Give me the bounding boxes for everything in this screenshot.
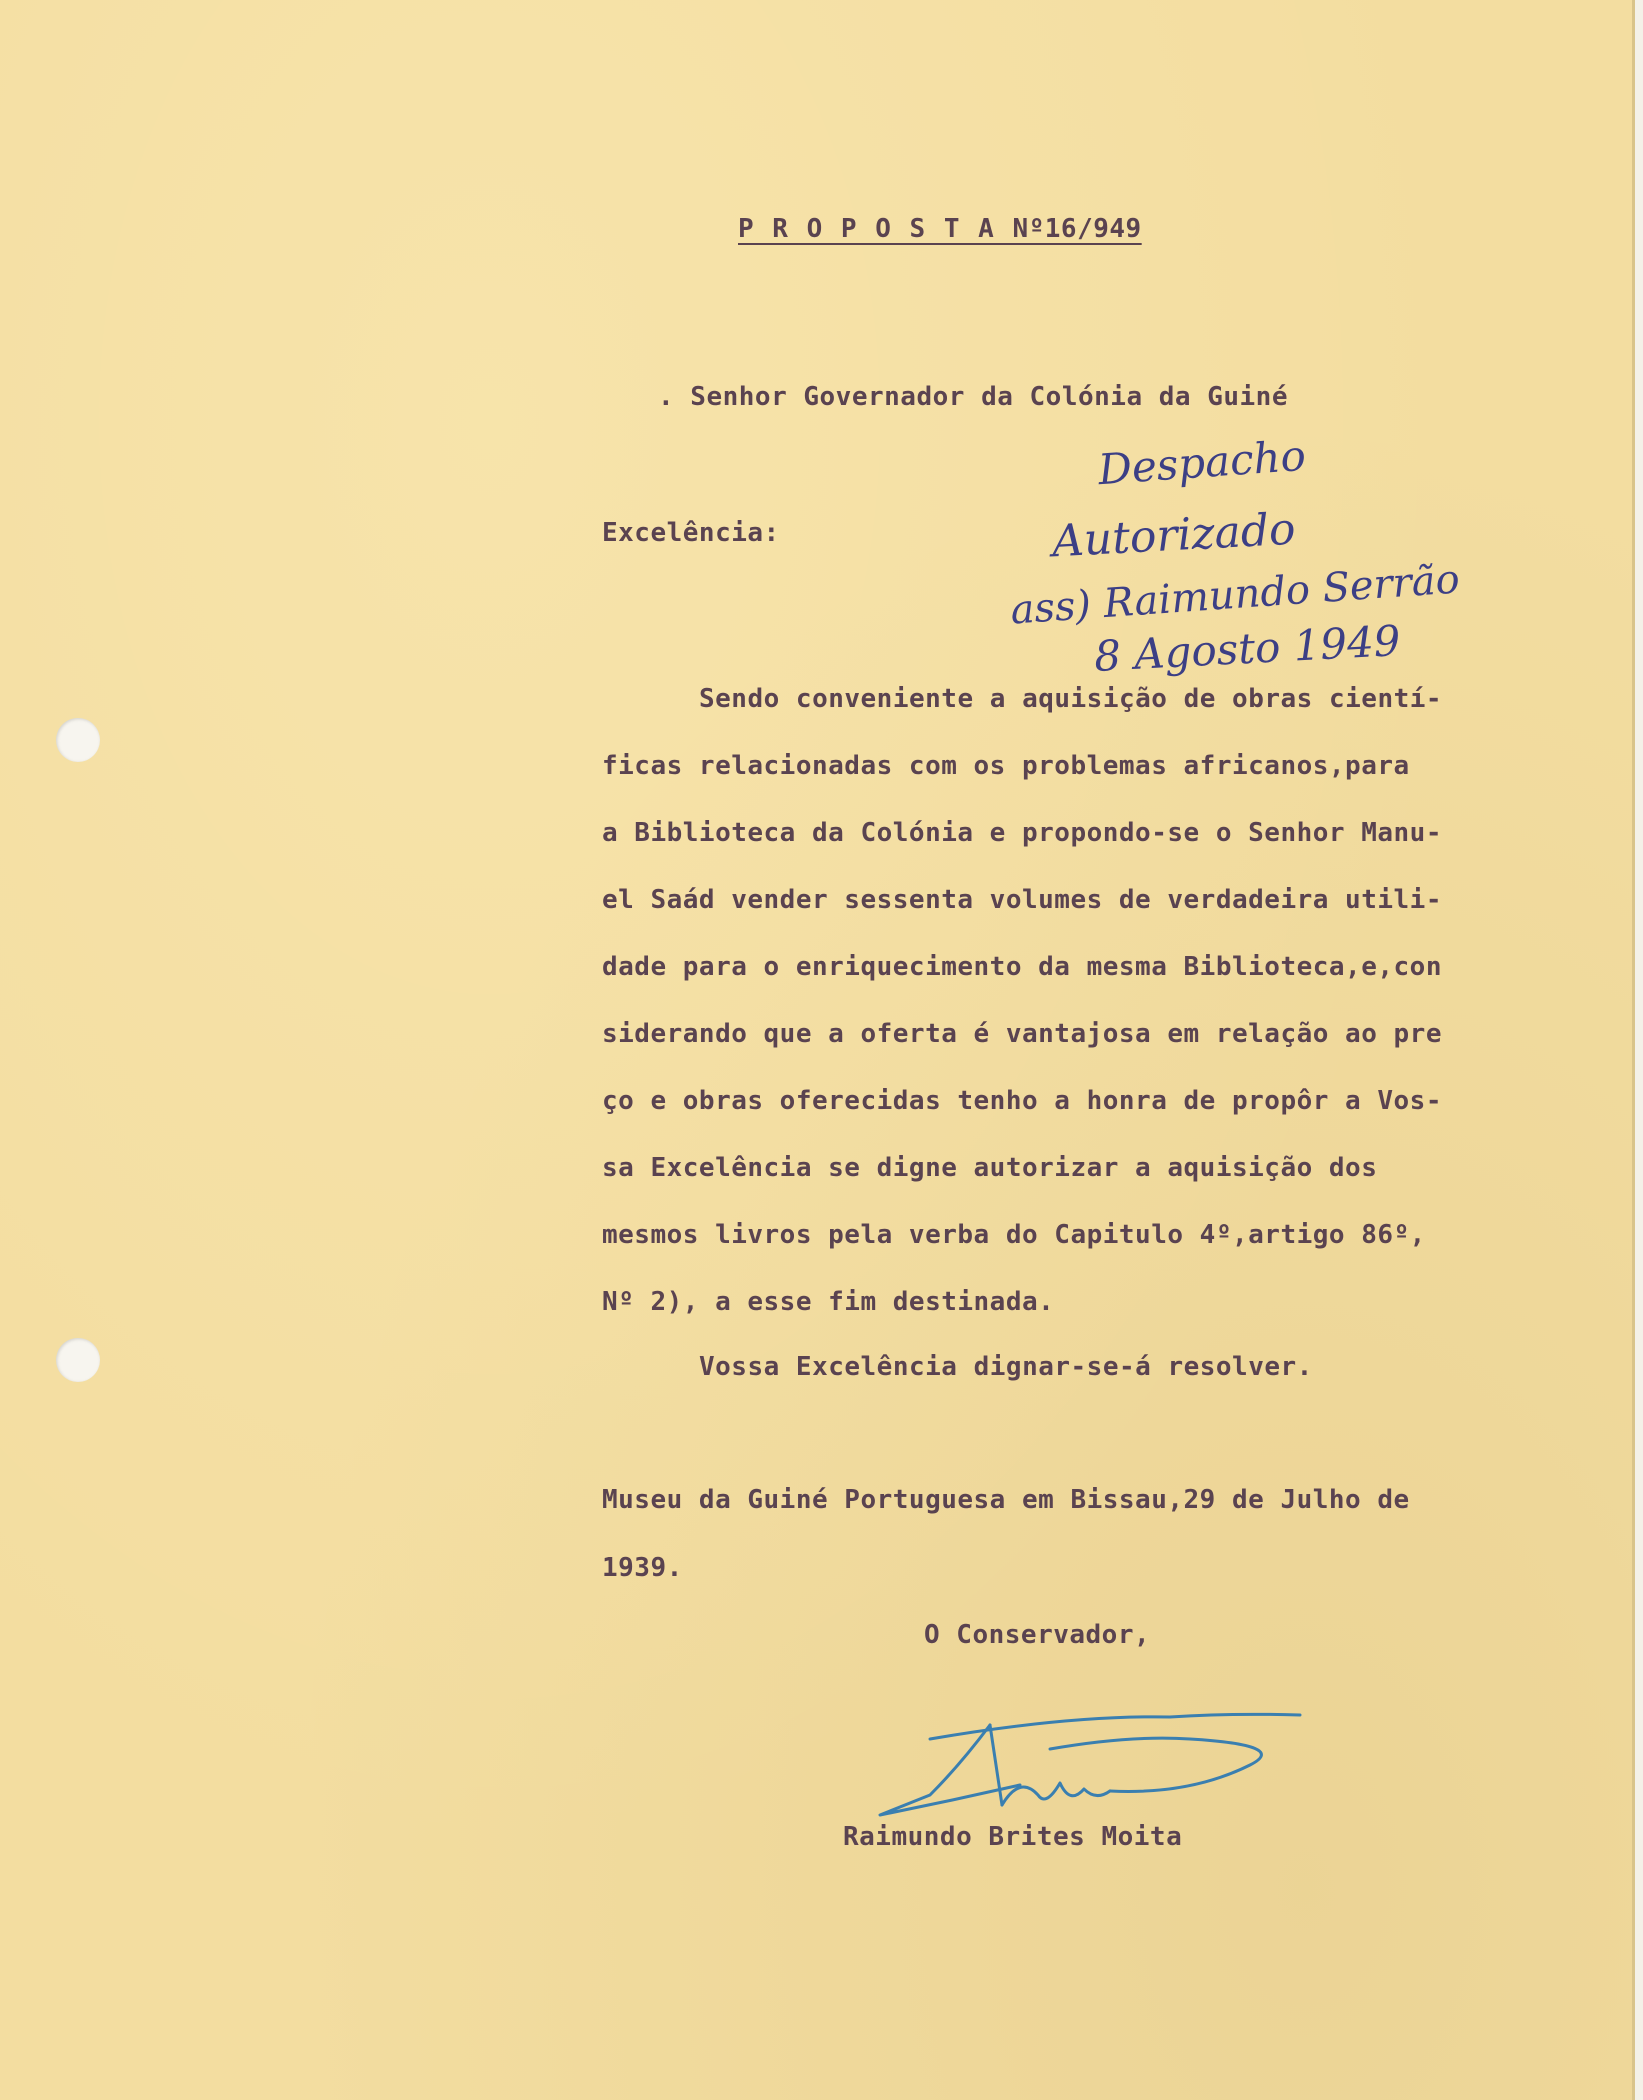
body-line: mesmos livros pela verba do Capitulo 4º,artigo 86º, bbox=[602, 1220, 1426, 1250]
place-and-date: Museu da Guiné Portuguesa em Bissau,29 de Julho de bbox=[602, 1485, 1410, 1515]
closing-formula: Vossa Excelência dignar-se-á resolver. bbox=[699, 1352, 1313, 1382]
body-line: Sendo conveniente a aquisição de obras cientí- bbox=[699, 684, 1443, 714]
signatory-role: O Conservador, bbox=[924, 1620, 1151, 1650]
body-line: ço e obras oferecidas tenho a honra de propôr a Vos- bbox=[602, 1086, 1442, 1116]
signature-stroke bbox=[990, 1725, 1002, 1805]
signature-stroke bbox=[930, 1717, 1170, 1739]
body-line: a Biblioteca da Colónia e propondo-se o Senhor Manu- bbox=[602, 818, 1442, 848]
signatory-name: Raimundo Brites Moita bbox=[843, 1822, 1183, 1852]
signature-stroke bbox=[1050, 1738, 1261, 1791]
body-line: el Saád vender sessenta volumes de verdadeira utili- bbox=[602, 885, 1442, 915]
body-line: sa Excelência se digne autorizar a aquisição dos bbox=[602, 1153, 1378, 1183]
addressee: . Senhor Governador da Colónia da Guiné bbox=[658, 382, 1288, 412]
punch-hole-bottom bbox=[56, 1338, 100, 1382]
body-line: dade para o enriquecimento da mesma Biblioteca,e,con bbox=[602, 952, 1442, 982]
despacho-heading: Despacho bbox=[1096, 430, 1308, 495]
handwritten-signature bbox=[870, 1705, 1310, 1825]
punch-hole-top bbox=[56, 718, 100, 762]
date-year: 1939. bbox=[602, 1553, 683, 1583]
despacho-date: 8 Agosto 1949 bbox=[1092, 616, 1402, 681]
body-line: Nº 2), a esse fim destinada. bbox=[602, 1287, 1055, 1317]
body-line: ficas relacionadas com os problemas africanos,para bbox=[602, 751, 1410, 781]
signature-stroke bbox=[880, 1725, 1020, 1815]
salutation: Excelência: bbox=[602, 518, 780, 548]
despacho-decision: Autorizado bbox=[1050, 503, 1297, 568]
signature-stroke bbox=[1170, 1714, 1300, 1717]
body-line: siderando que a oferta é vantajosa em relação ao pre bbox=[602, 1019, 1442, 1049]
document-title: P R O P O S T A Nº16/949 bbox=[738, 214, 1142, 244]
despacho-signature: ass) Raimundo Serrão bbox=[1008, 556, 1462, 634]
